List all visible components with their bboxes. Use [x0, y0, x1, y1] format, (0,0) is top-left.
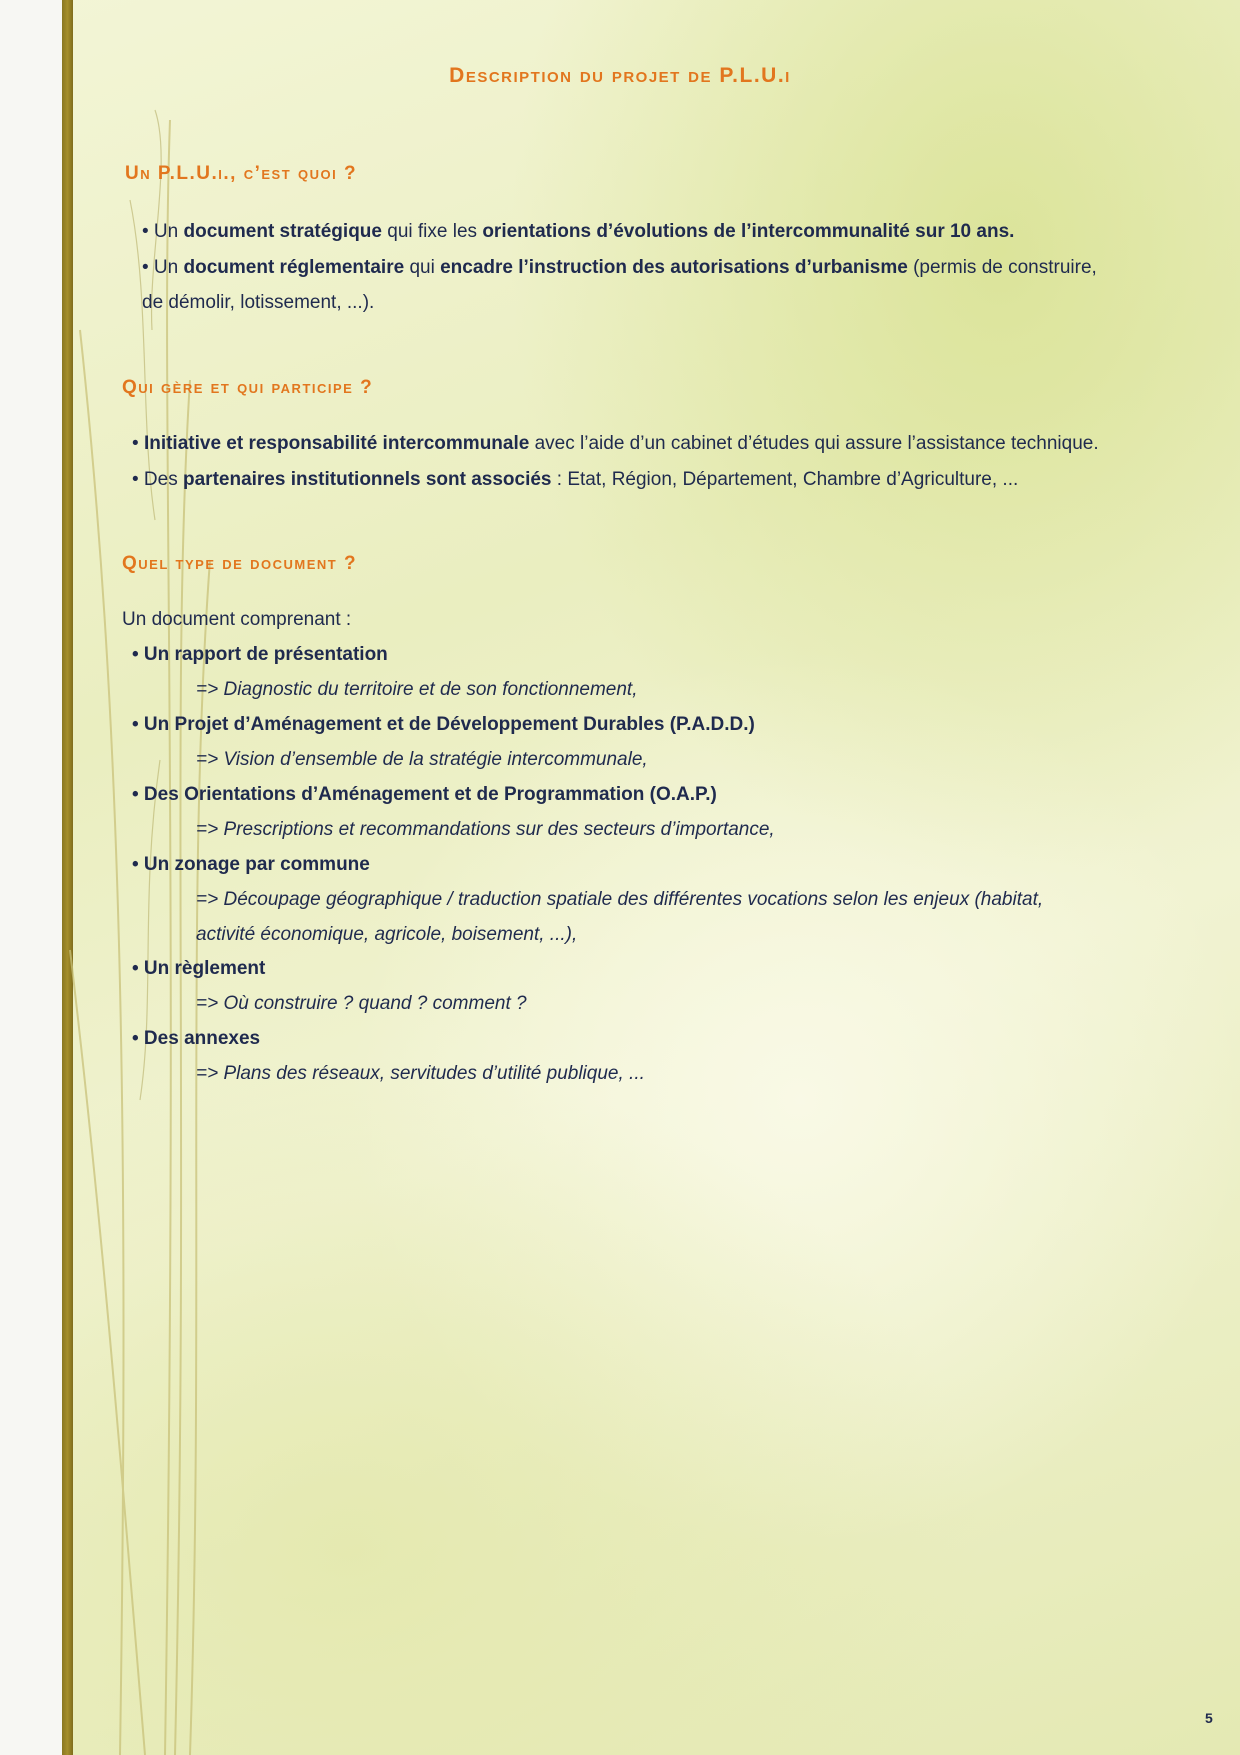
- page-title: Description du projet de P.L.U.i: [449, 64, 791, 87]
- document-item-zonage-detail-continued: activité économique, agricole, boisement, ...),: [196, 924, 578, 945]
- page-number: 5: [1205, 1710, 1213, 1726]
- document-item-zonage-detail: => Découpage géographique / traduction spatiale des différentes vocations selon les enjeux (habitat,: [196, 889, 1044, 910]
- section-heading-who-manages: Qui gère et qui participe ?: [122, 377, 374, 398]
- document-item-annexes: • Des annexes: [132, 1028, 261, 1049]
- paragraph-line-partners: • Des partenaires institutionnels sont associés : Etat, Région, Département, Chambre d’Agriculture, ...: [132, 469, 1019, 490]
- document-item-annexes-detail: => Plans des réseaux, servitudes d’utilité publique, ...: [196, 1063, 645, 1084]
- section-heading-document-type: Quel type de document ?: [122, 553, 358, 574]
- section-heading-what-is: Un P.L.U.i., c’est quoi ?: [125, 163, 358, 184]
- document-item-oap-detail: => Prescriptions et recommandations sur des secteurs d’importance,: [196, 819, 775, 840]
- document-item-oap: • Des Orientations d’Aménagement et de Programmation (O.A.P.): [132, 784, 717, 805]
- document-item-rapport: • Un rapport de présentation: [132, 644, 388, 665]
- document-intro: Un document comprenant :: [122, 609, 352, 630]
- paragraph-line-regulatory-continued: de démolir, lotissement, ...).: [142, 292, 375, 313]
- document-item-padd: • Un Projet d’Aménagement et de Développement Durables (P.A.D.D.): [132, 714, 755, 735]
- document-item-rapport-detail: => Diagnostic du territoire et de son fonctionnement,: [196, 679, 638, 700]
- document-item-reglement-detail: => Où construire ? quand ? comment ?: [196, 993, 527, 1014]
- document-item-reglement: • Un règlement: [132, 958, 266, 979]
- paragraph-line-initiative: • Initiative et responsabilité intercommunale avec l’aide d’un cabinet d’études qui assure l’assistance technique.: [132, 433, 1099, 454]
- document-item-padd-detail: => Vision d’ensemble de la stratégie intercommunale,: [196, 749, 648, 770]
- document-item-zonage: • Un zonage par commune: [132, 854, 370, 875]
- paragraph-line-strategic: • Un document stratégique qui fixe les orientations d’évolutions de l’intercommunalité sur 10 ans.: [142, 221, 1015, 242]
- left-margin: [0, 0, 62, 1755]
- paragraph-line-regulatory: • Un document réglementaire qui encadre l’instruction des autorisations d’urbanisme (permis de construire,: [142, 257, 1097, 278]
